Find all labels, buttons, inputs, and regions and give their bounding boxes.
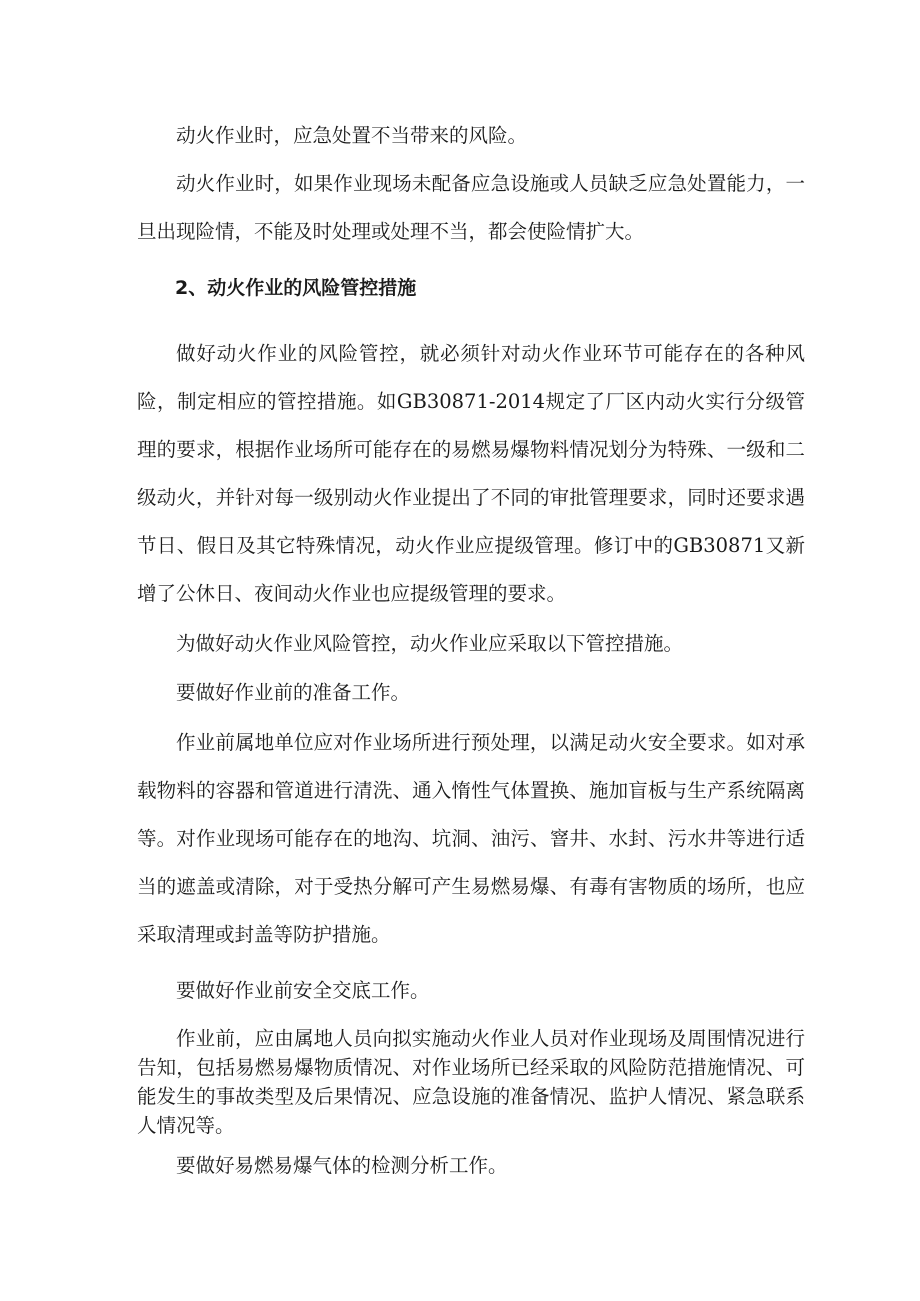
paragraph-emergency-risk: 动火作业时，应急处置不当带来的风险。: [176, 124, 528, 147]
paragraph-briefing-detail: 作业前，应由属地人员向拟实施动火作业人员对作业现场及周围情况进行告知，包括易燃易爆物质情况、对作业场所已经采取的风险防范措施情况、可能发生的事故类型及后果情况、应急设施的准备情况、监护人情况、紧急联系人情况等。: [137, 1027, 805, 1137]
paragraph-safety-briefing: 要做好作业前安全交底工作。: [176, 979, 430, 1002]
paragraph-gas-detection: 要做好易燃易爆气体的检测分析工作。: [176, 1154, 508, 1177]
paragraph-emergency-detail: 动火作业时，如果作业现场未配备应急设施或人员缺乏应急处置能力，一旦出现险情，不能及时处理或处理不当，都会使险情扩大。: [137, 172, 805, 243]
paragraph-preparation: 要做好作业前的准备工作。: [176, 681, 411, 704]
paragraph-pretreatment: 作业前属地单位应对作业场所进行预处理，以满足动火安全要求。如对承载物料的容器和管道进行清洗、通入惰性气体置换、施加盲板与生产系统隔离等。对作业现场可能存在的地沟、坑洞、油污、窨井、水封、污水井等进行适当的遮盖或清除，对于受热分解可产生易燃易爆、有毒有害物质的场所，也应采取清理或封盖等防护措施。: [137, 731, 805, 946]
paragraph-control-measures: 为做好动火作业风险管控，动火作业应采取以下管控措施。: [176, 632, 684, 655]
paragraph-risk-control: 做好动火作业的风险管控，就必须针对动火作业环节可能存在的各种风险，制定相应的管控措施。如GB30871-2014规定了厂区内动火实行分级管理的要求，根据作业场所可能存在的易燃易爆物料情况划分为特殊、一级和二级动火，并针对每一级别动火作业提出了不同的审批管理要求，同时还要求遇节日、假日及其它特殊情况，动火作业应提级管理。修订中的GB30871又新增了公休日、夜间动火作业也应提级管理的要求。: [137, 342, 805, 605]
section-heading: 2、动火作业的风险管控措施: [175, 277, 417, 299]
